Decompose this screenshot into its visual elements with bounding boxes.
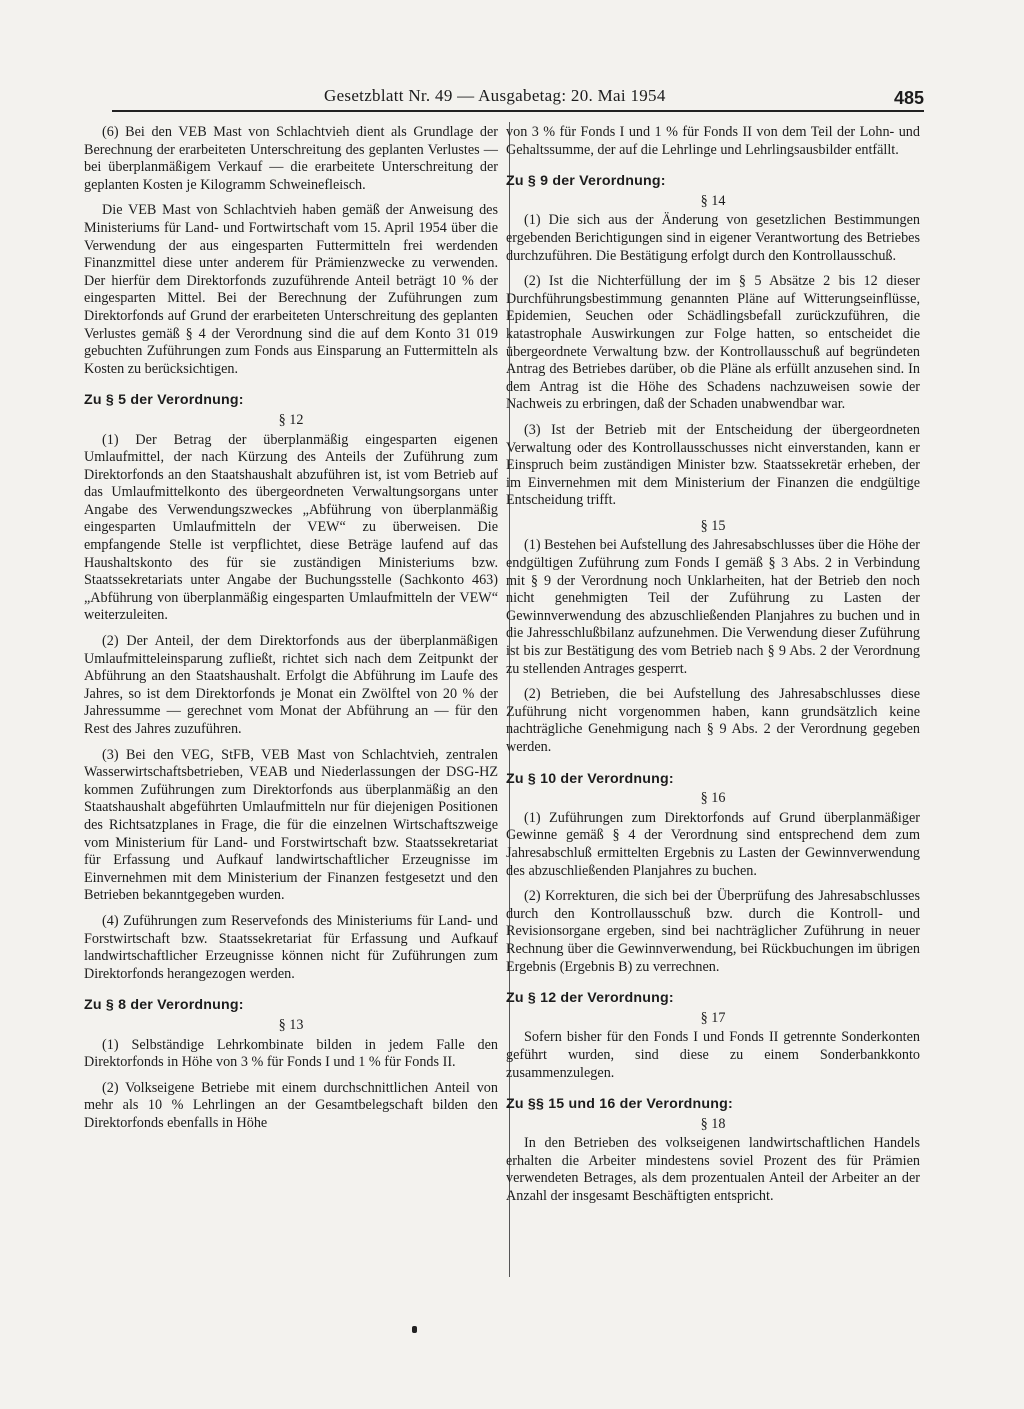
ink-dot bbox=[412, 1326, 417, 1333]
paragraph: (2) Betrieben, die bei Aufstellung des Jahresabschlusses diese Zuführung nicht vorgenommen haben, kann grundsätzlich keine nachträgliche Genehmigung nach § 9 Abs. 2 der Verordnung gegeben werden. bbox=[506, 686, 920, 755]
right-column bbox=[506, 124, 920, 1214]
page-header bbox=[112, 86, 924, 112]
left-column bbox=[84, 124, 498, 1140]
paragraph: (2) Korrekturen, die sich bei der Überprüfung des Jahresabschlusses durch den Kontrollausschuß bzw. durch die Kontroll- und Revisionsorgane ergeben, sind bei nachträglicher Zuführung in neuer Rechnung über die Gewinnverwendung, bei Rückbuchungen im übrigen Ergebnis (Ergebnis B) zu verrechnen. bbox=[506, 888, 920, 975]
paragraph: (3) Ist der Betrieb mit der Entscheidung der übergeordneten Verwaltung oder des Kontrollausschusses nicht einverstanden, kann er Einspruch beim zuständigen Minister bzw. Staatssekretär erheben, der im Einvernehmen mit dem Ministerium der Finanzen die endgültige Entscheidung trifft. bbox=[506, 421, 920, 509]
header-title: Gesetzblatt Nr. 49 — Ausgabetag: 20. Mai 1954 bbox=[324, 86, 666, 105]
paragraph: (1) Die sich aus der Änderung von gesetzlichen Bestimmungen ergebenden Berichtigungen sind in eigener Verantwortung des Betriebes durchzuführen. Die Bestätigung erfolgt durch den Kontrollausschuß. bbox=[506, 212, 920, 264]
paragraph: Die VEB Mast von Schlachtvieh haben gemäß der Anweisung des Ministeriums für Land- und Fortwirtschaft vom 15. April 1954 über die Verwendung der aus eingesparten Futtermitteln frei werdenden Finanzmittel diese unter anderem für Prämienzwecke zu verwenden. Der hierfür dem Direktorfonds zuzuführende Anteil beträgt 10 % der eingesparten Mittel. Bei der Berechnung der Zuführungen zum Direktorfonds auf Grund der erarbeiteten Unterschreitung des geplanten Verlustes gemäß § 4 der Verordnung sind die auf dem Konto 31 019 gebuchten Zuführungen zum Fonds aus Einsparung an Futtermitteln als Kosten zu berücksichtigen. bbox=[84, 202, 498, 377]
section-heading: Zu § 8 der Verordnung: bbox=[84, 997, 244, 1014]
paragraph: Sofern bisher für den Fonds I und Fonds II getrennte Sonderkonten geführt wurden, sind diese zu einem Sonderbankkonto zusammenzulegen. bbox=[506, 1029, 920, 1081]
paragraph: (1) Der Betrag der überplanmäßig eingesparten eigenen Umlaufmittel, der nach Kürzung des Anteils der Zuführung zum Direktorfonds an den Staatshaushalt abzuführen ist, ist vom Betrieb auf das Umlaufmittelkonto des übergeordneten Verwaltungsorgans unter Angabe des Verwendungszweckes „Abführung von überplanmäßig eingesparten Umlaufmitteln der VEW“ zu überweisen. Die empfangende Stelle ist verpflichtet, diese Beträge laufend auf das Haushaltskonto des für sie zuständigen Ministeriums bzw. Staatssekretariats unter Angabe der Buchungsstelle (Sachkonto 463) „Abführung von überplanmäßig eingesparten Umlaufmitteln der VEW“ weiterzuleiten. bbox=[84, 431, 498, 624]
paragraph: (3) Bei den VEG, StFB, VEB Mast von Schlachtvieh, zentralen Wasserwirtschaftsbetrieben, VEAB und Niederlassungen der DSG-HZ kommen Zuführungen zum Direktorfonds aus überplanmäßig an den Staatshaushalt abgeführten Umlaufmitteln nur für diejenigen Positionen des Richtsatzplanes in Frage, die für die einzelnen Wirtschaftszweige vom Ministerium für Land- und Forstwirtschaft bzw. Staatssekretariat für Erfassung und Aufkauf landwirtschaftlicher Erzeugnisse im Einvernehmen mit dem Ministerium der Finanzen festgesetzt und den Betrieben bekanntgegeben wurden. bbox=[84, 746, 498, 904]
section-number: § 18 bbox=[700, 1115, 726, 1132]
section-heading: Zu § 9 der Verordnung: bbox=[506, 173, 666, 190]
section-number: § 15 bbox=[700, 517, 726, 534]
section-heading: Zu §§ 15 und 16 der Verordnung: bbox=[506, 1096, 733, 1113]
paragraph: (2) Ist die Nichterfüllung der im § 5 Absätze 2 bis 12 dieser Durchführungsbestimmung genannten Pläne auf Witterungseinflüsse, Epidemien, Seuchen oder Schädlingsbefall zurückzuführen, die katastrophale Auswirkungen zur Folge hatten, so entscheidet die übergeordnete Verwaltung bzw. der Kontrollausschuß auf begründeten Antrag des Betriebes darüber, ob die Pläne als erfüllt anzusehen sind. In dem Antrag ist die Höhe des Schadens nachzuweisen sowie der Nachweis zu erbringen, daß der Schaden unabwendbar war. bbox=[506, 273, 920, 413]
page-number: 485 bbox=[893, 88, 924, 108]
section-heading: Zu § 5 der Verordnung: bbox=[84, 392, 244, 409]
section-number: § 14 bbox=[700, 192, 726, 209]
paragraph: von 3 % für Fonds I und 1 % für Fonds II von dem Teil der Lohn- und Gehaltssumme, der auf die Lehrlinge und Lehrlingsausbilder entfällt. bbox=[506, 124, 920, 158]
paragraph: (4) Zuführungen zum Reservefonds des Ministeriums für Land- und Forstwirtschaft bzw. Staatssekretariat für Erfassung und Aufkauf landwirtschaftlicher Erzeugnisse können nicht für Zuführungen zum Direktorfonds herangezogen werden. bbox=[84, 912, 498, 982]
paragraph: (6) Bei den VEB Mast von Schlachtvieh dient als Grundlage der Berechnung der erarbeiteten Unterschreitung des geplanten Verlustes — bei überplanmäßigem Verkauf — die erarbeitete Unterschreitung der geplanten Kosten je Kilogramm Schweinefleisch. bbox=[84, 124, 498, 193]
paragraph: In den Betrieben des volkseigenen landwirtschaftlichen Handels erhalten die Arbeiter mindestens soviel Prozent des für Prämien verwendeten Betrages, als dem prozentualen Anteil der Arbeiter an der Anzahl der insgesamt Beschäftigten entspricht. bbox=[506, 1135, 920, 1205]
paragraph: (1) Zuführungen zum Direktorfonds auf Grund überplanmäßiger Gewinne gemäß § 4 der Verordnung sind entsprechend dem zum Jahresabschluß ermittelten Ergebnis zu Lasten der Gewinnverwendung des abzuschließenden Planjahres zu buchen. bbox=[506, 809, 920, 879]
paragraph: (2) Der Anteil, der dem Direktorfonds aus der überplanmäßigen Umlaufmitteleinsparung zufließt, richtet sich nach dem Zeitpunkt der Abführung an den Staatshaushalt. Erfolgt die Abführung im Laufe des Jahres, so ist dem Direktorfonds je Monat ein Zwölftel von 20 % der Jahressumme — gerechnet vom Monat der Abführung an — für den Rest des Jahres zuzuführen. bbox=[84, 633, 498, 737]
paragraph: (1) Selbständige Lehrkombinate bilden in jedem Falle den Direktorfonds in Höhe von 3 % für Fonds I und 1 % für Fonds II. bbox=[84, 1036, 498, 1071]
section-number: § 12 bbox=[278, 411, 304, 428]
section-number: § 13 bbox=[278, 1016, 304, 1033]
section-heading: Zu § 10 der Verordnung: bbox=[506, 770, 674, 787]
paragraph: (2) Volkseigene Betriebe mit einem durchschnittlichen Anteil von mehr als 10 % Lehrlingen an der Gesamtbelegschaft bilden den Direktorfonds ebenfalls in Höhe bbox=[84, 1079, 498, 1131]
section-heading: Zu § 12 der Verordnung: bbox=[506, 990, 674, 1007]
section-number: § 16 bbox=[700, 790, 726, 807]
paragraph: (1) Bestehen bei Aufstellung des Jahresabschlusses über die Höhe der endgültigen Zuführung zum Fonds I gemäß § 3 Abs. 2 in Verbindung mit § 9 der Verordnung noch Unklarheiten, hat der Betrieb den noch nicht genehmigten Teil der Zuführung zu Lasten der Gewinnverwendung des abzuschließenden Planjahres zu buchen und in die Jahresschlußbilanz aufzunehmen. Die Verwendung dieser Zuführung ist bis zur Bestätigung des vom Betrieb nach § 9 Abs. 2 der Verordnung zu stellenden Antrages gesperrt. bbox=[506, 537, 920, 677]
section-number: § 17 bbox=[700, 1009, 726, 1026]
